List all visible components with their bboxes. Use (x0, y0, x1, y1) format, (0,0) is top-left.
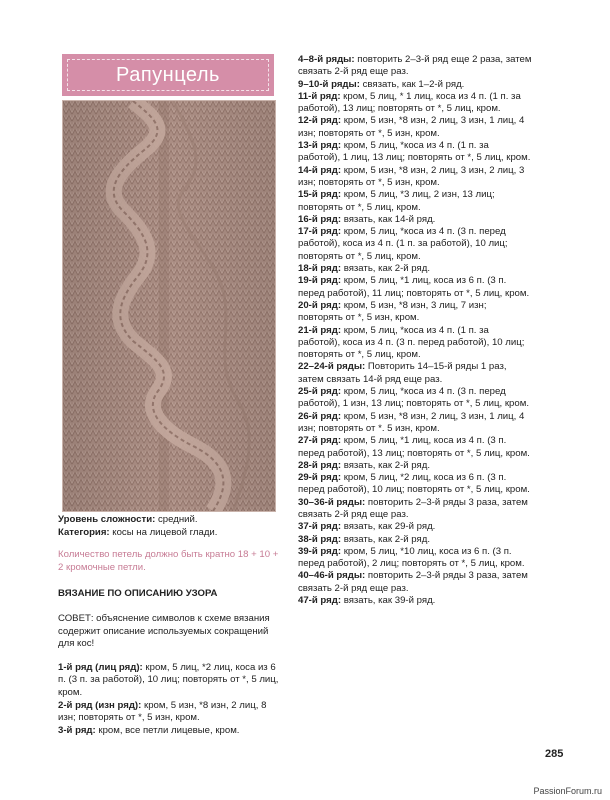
row-text: повторить 2–3-й ряды 3 раза, затем связать 2-й ряд еще раз. (298, 496, 528, 520)
row-text: кром, 5 лиц, *2 лиц, коса из 6 п. (3 п. за работой), 10 лиц; повторять от *, 5 лиц, кром. (58, 661, 279, 698)
row-label: 13-й ряд: (298, 140, 342, 152)
row-instruction (298, 546, 532, 571)
row-label: 39-й ряд: (298, 545, 342, 557)
row-text: кром, 5 лиц, * 1 лиц, коса из 4 п. (1 п. за работой), 13 лиц; повторять от *, 5 лиц, кром. (298, 90, 521, 115)
row-instruction (298, 263, 532, 275)
row-instruction (298, 570, 532, 595)
row-label: 12-й ряд: (298, 115, 342, 127)
row-text: вязать, как 2-й ряд. (341, 459, 430, 471)
row-label: 17-й ряд: (298, 226, 342, 238)
row-label: 3-й ряд: (58, 724, 96, 736)
difficulty-label: Уровень сложности: (58, 514, 156, 525)
row-instruction (58, 725, 284, 738)
row-label: 37-й ряд: (298, 521, 342, 533)
row-label: 15-й ряд: (298, 189, 342, 201)
row-label: 11-й ряд: (298, 90, 341, 102)
row-instruction (298, 189, 532, 214)
row-instruction (298, 361, 532, 386)
row-text: кром, 5 лиц, *коса из 4 п. (1 п. за работой), 1 лиц, 13 лиц; повторять от *, 5 лиц, кром. (298, 140, 531, 164)
row-instruction (298, 79, 532, 91)
page-number: 285 (545, 748, 564, 760)
row-label: 4–8-й ряды: (298, 54, 355, 65)
row-label: 26-й ряд: (298, 410, 342, 422)
row-text: повторить 2–3-й ряды 3 раза, затем связать 2-й ряд еще раз. (298, 570, 528, 594)
row-text: вязать, как 2-й ряд. (341, 263, 430, 275)
row-label: 16-й ряд: (298, 213, 342, 225)
row-instruction (298, 411, 532, 436)
row-label: 2-й ряд (изн ряд): (58, 699, 142, 711)
row-instruction (298, 472, 532, 497)
row-instruction (298, 595, 532, 607)
row-text: вязать, как 14-й ряд. (341, 213, 436, 225)
row-instruction (298, 521, 532, 533)
row-instruction (298, 226, 532, 263)
row-text: кром, 5 лиц, *1 лиц, коса из 4 п. (3 п. перед работой), 13 лиц; повторять от *, 5 лиц, кром. (298, 435, 530, 459)
row-text: вязать, как 29-й ряд. (341, 521, 436, 533)
row-label: 20-й ряд: (298, 299, 342, 311)
row-text: кром, 5 изн, *8 изн, 2 лиц, 3 изн, 1 лиц, 4 изн; повторять от *. 5 изн, кром. (298, 410, 525, 434)
row-instruction (58, 662, 284, 700)
watermark: PassionForum.ru (533, 786, 602, 796)
knit-texture-image (63, 101, 275, 511)
title-banner (62, 54, 274, 96)
row-text: кром, 5 изн, *8 изн, 2 лиц, 3 изн, 1 лиц, 4 изн; повторять от *, 5 изн, кром. (298, 115, 525, 139)
row-text: кром, 5 изн, *8 изн, 3 лиц, 7 изн; повторять от *, 5 изн, кром. (298, 299, 487, 324)
pattern-title: Рапунцель (116, 63, 220, 86)
row-instruction (298, 115, 532, 140)
row-label: 18-й ряд: (298, 263, 342, 275)
row-text: Повторить 14–15-й ряды 1 раз, затем связать 14-й ряд еще раз. (298, 361, 507, 385)
row-instruction (298, 300, 532, 325)
row-instruction (298, 54, 532, 79)
row-label: 29-й ряд: (298, 472, 342, 484)
row-label: 9–10-й ряды: (298, 78, 360, 90)
row-instruction (298, 435, 532, 460)
row-text: повторить 2–3-й ряд еще 2 раза, затем связать 2-й ряд еще раз. (298, 54, 532, 78)
row-text: кром, 5 лиц, *коса из 4 п. (1 п. за работой), коса из 4 п. (3 п. перед работой), 10 лиц; повторять от *, 5 лиц, кром. (298, 324, 525, 361)
category-value: косы на лицевой глади. (109, 526, 218, 538)
row-text: кром, 5 лиц, *10 лиц, коса из 6 п. (3 п. перед работой), 2 лиц; повторять от *, 5 лиц, кром. (298, 545, 525, 570)
row-label: 25-й ряд: (298, 386, 342, 398)
difficulty-line (58, 514, 284, 527)
section-heading: ВЯЗАНИЕ ПО ОПИСАНИЮ УЗОРА (58, 588, 218, 600)
row-text: кром, все петли лицевые, кром. (95, 724, 240, 736)
stitch-count-note: Количество петель должно быть кратно 18 + 10 + 2 кромочные петли. (58, 549, 279, 573)
row-instruction (298, 386, 532, 411)
row-text: кром, 5 лиц, *1 лиц, коса из 6 п. (3 п. перед работой), 11 лиц; повторять от *, 5 лиц, кром. (298, 275, 530, 299)
row-instruction (58, 700, 284, 725)
row-text: кром, 5 лиц, *2 лиц, коса из 6 п. (3 п. перед работой), 10 лиц; повторять от *, 5 лиц, кром. (298, 472, 530, 496)
row-instruction (298, 214, 532, 226)
row-text: кром, 5 лиц, *коса из 4 п. (3 п. перед работой), коса из 4 п. (1 п. за работой), 10 лиц; повторять от *, 5 лиц, кром. (298, 226, 508, 262)
row-label: 30–36-й ряды: (298, 496, 366, 508)
row-label: 28-й ряд: (298, 459, 342, 471)
row-instruction (298, 497, 532, 522)
row-text: кром, 5 изн, *8 изн, 2 лиц, 8 изн; повторять от *, 5 изн, кром. (58, 699, 267, 724)
row-text: кром, 5 лиц, *3 лиц, 2 изн, 13 лиц; повторять от *, 5 лиц, кром. (298, 189, 495, 213)
row-instruction (298, 534, 532, 546)
row-instruction (298, 91, 532, 116)
row-text: кром, 5 изн, *8 изн, 2 лиц, 3 изн, 2 лиц, 3 изн; повторять от *, 5 изн, кром. (298, 164, 525, 188)
row-label: 1-й ряд (лиц ряд): (58, 661, 143, 673)
row-label: 22–24-й ряды: (298, 361, 366, 373)
knitting-swatch-photo (62, 100, 276, 512)
left-column (58, 514, 284, 737)
row-text: связать, как 1–2-й ряд. (359, 78, 465, 90)
rows-left-list (58, 662, 284, 738)
row-instruction (298, 140, 532, 165)
row-label: 27-й ряд: (298, 435, 342, 447)
row-label: 19-й ряд: (298, 275, 342, 287)
right-column (298, 54, 532, 607)
category-label: Категория: (58, 526, 110, 538)
category-line (58, 527, 284, 540)
row-instruction (298, 275, 532, 300)
row-instruction (298, 165, 532, 190)
row-label: 14-й ряд: (298, 164, 342, 176)
row-instruction (298, 460, 532, 472)
row-label: 21-й ряд: (298, 324, 342, 336)
tip-text: СОВЕТ: объяснение символов к схеме вязания содержит описание используемых сокращений для кос! (58, 612, 270, 650)
row-text: кром, 5 лиц, *коса из 4 п. (3 п. перед работой), 1 изн, 13 лиц; повторять от *, 5 лиц, кром. (298, 386, 529, 410)
row-instruction (298, 325, 532, 362)
row-label: 40–46-й ряды: (298, 570, 366, 582)
row-label: 38-й ряд: (298, 533, 342, 545)
row-text: вязать, как 39-й ряд. (341, 595, 436, 607)
difficulty-value: средний. (155, 514, 198, 525)
row-label: 47-й ряд: (298, 595, 342, 607)
row-text: вязать, как 2-й ряд. (341, 533, 430, 545)
